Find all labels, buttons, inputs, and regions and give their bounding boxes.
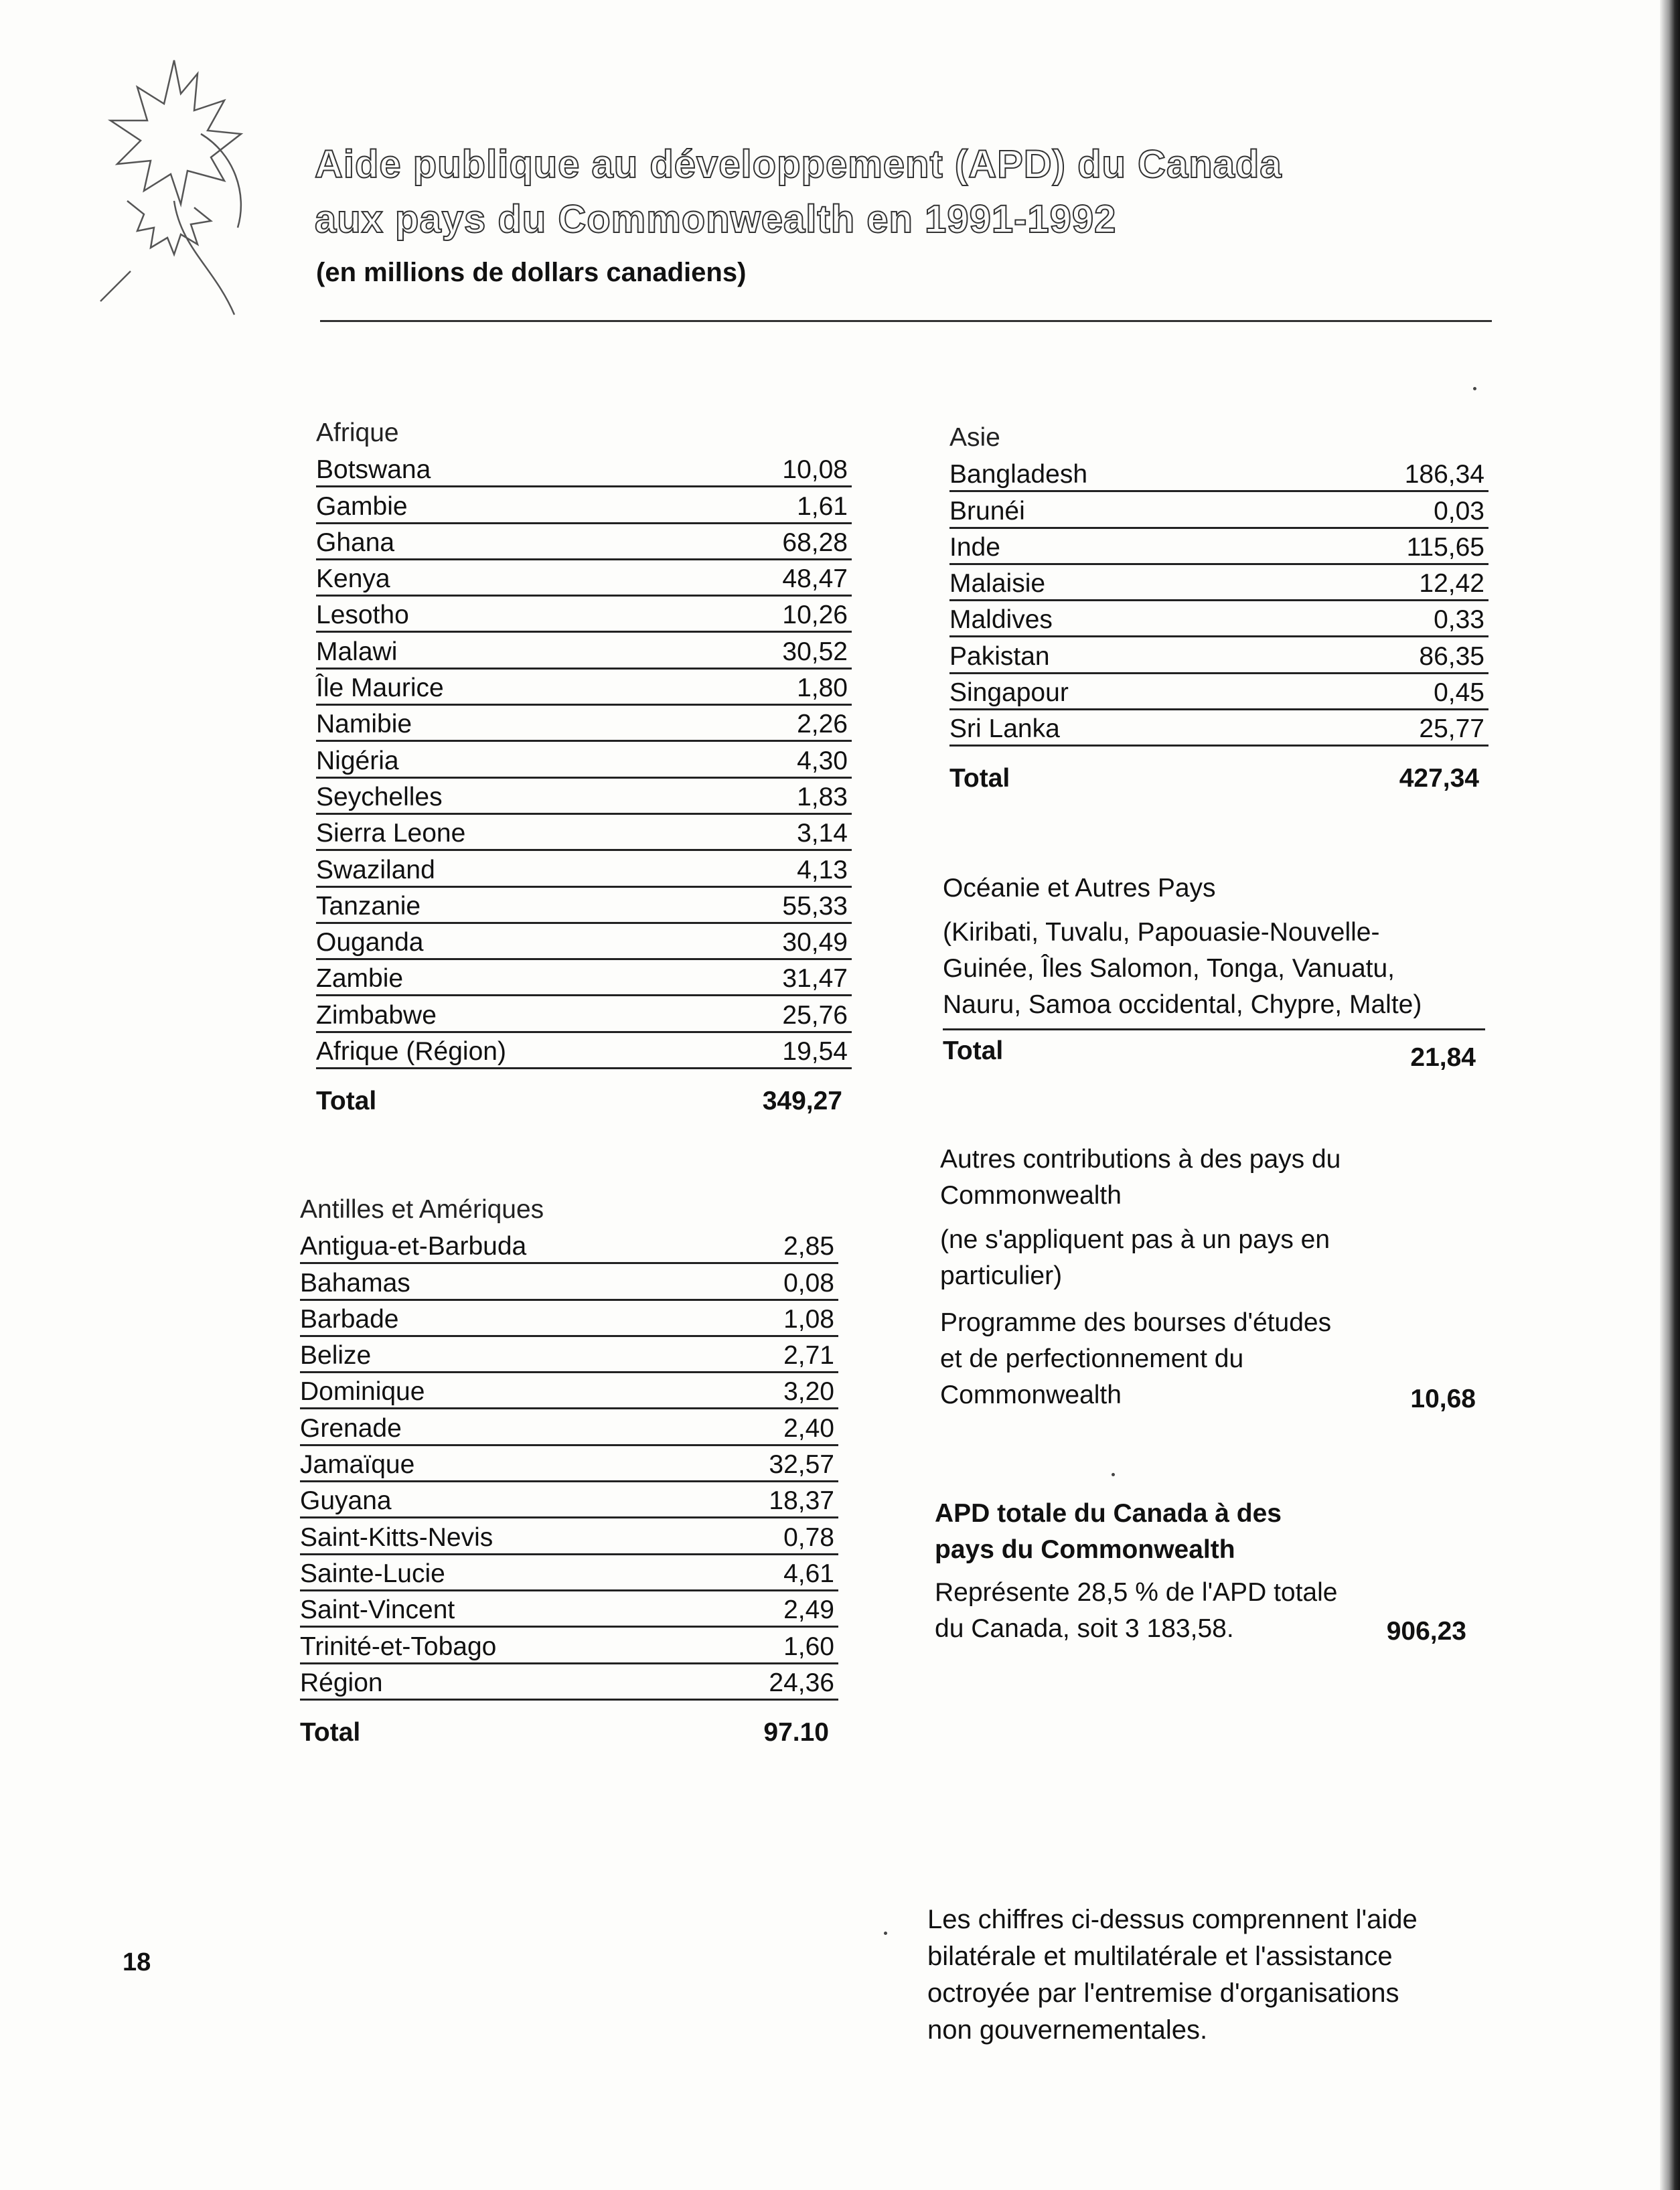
country-name: Botswana: [316, 455, 431, 485]
aid-value: 55,33: [782, 891, 848, 921]
country-name: Namibie: [316, 710, 412, 739]
page-subtitle: (en millions de dollars canadiens): [316, 258, 747, 287]
header-rule: [320, 320, 1492, 322]
table-row: [316, 1033, 852, 1069]
scan-speck: [1473, 387, 1476, 390]
page-number: 18: [123, 1948, 151, 1976]
country-name: Belize: [300, 1341, 372, 1371]
country-name: Jamaïque: [300, 1450, 415, 1480]
table-row: [949, 674, 1488, 710]
country-name: Malawi: [316, 637, 398, 666]
aid-value: 2,71: [783, 1341, 834, 1371]
table-rows: [300, 1228, 838, 1701]
country-name: Malaisie: [949, 569, 1046, 599]
table-row: [316, 633, 852, 669]
aid-value: 48,47: [782, 564, 848, 594]
total-value: 21,84: [1410, 1043, 1476, 1072]
country-name: Afrique (Région): [316, 1037, 506, 1067]
table-row: [316, 560, 852, 597]
country-name: Bahamas: [300, 1268, 410, 1298]
program-line: Commonwealth: [940, 1381, 1122, 1409]
footnote-line: non gouvernementales.: [927, 2015, 1208, 2045]
footnote-line: bilatérale et multilatérale et l'assistance: [927, 1942, 1393, 1971]
autres-note: [940, 1222, 1476, 1294]
table-row: [300, 1409, 838, 1445]
country-name: Guyana: [300, 1486, 392, 1516]
autres-title-2: Commonwealth: [940, 1181, 1122, 1210]
total-row: [316, 1087, 852, 1116]
scan-speck: [884, 1932, 887, 1935]
table-row: [316, 706, 852, 742]
table-row: [300, 1228, 838, 1264]
table-row: [300, 1264, 838, 1300]
aid-value: 115,65: [1406, 532, 1484, 562]
table-row: [316, 924, 852, 960]
apd-total-value: 906,23: [1386, 1617, 1466, 1646]
country-name: Inde: [949, 532, 1000, 562]
aid-value: 3,20: [783, 1377, 834, 1407]
desc-line: (Kiribati, Tuvalu, Papouasie-Nouvelle-: [943, 918, 1380, 947]
aid-value: 24,36: [769, 1668, 834, 1697]
table-row: [300, 1555, 838, 1591]
country-name: Sierra Leone: [316, 819, 466, 848]
table-row: [949, 565, 1488, 601]
country-name: Saint-Kitts-Nevis: [300, 1522, 493, 1552]
total-label: Total: [300, 1717, 361, 1747]
aid-value: 4,61: [783, 1559, 834, 1588]
country-name: Ouganda: [316, 928, 424, 957]
table-row: [316, 815, 852, 851]
table-row: [316, 960, 852, 996]
program-line: et de perfectionnement du: [940, 1344, 1244, 1373]
country-name: Kenya: [316, 564, 390, 594]
table-row: [316, 779, 852, 815]
title-line-2: aux pays du Commonwealth en 1991-1992: [315, 198, 1117, 241]
table-rows: [949, 456, 1488, 747]
section-antilles: [300, 1192, 838, 1747]
table-row: [300, 1373, 838, 1409]
aid-value: 1,08: [783, 1304, 834, 1334]
country-name: Nigéria: [316, 746, 399, 775]
table-row: [949, 637, 1488, 674]
country-name: Sainte-Lucie: [300, 1559, 445, 1588]
aid-value: 2,40: [783, 1413, 834, 1443]
footnote: [927, 1901, 1463, 2049]
country-name: Gambie: [316, 491, 408, 521]
aid-value: 2,85: [783, 1232, 834, 1261]
country-name: Grenade: [300, 1413, 402, 1443]
autres-title-1: Autres contributions à des pays du: [940, 1145, 1341, 1174]
section-title: Antilles et Amériques: [300, 1195, 544, 1224]
aid-value: 18,37: [769, 1486, 834, 1516]
aid-value: 1,80: [797, 674, 848, 703]
table-row: [316, 524, 852, 560]
table-row: [949, 492, 1488, 528]
aid-value: 25,77: [1419, 714, 1484, 744]
desc-line: Guinée, Îles Salomon, Tonga, Vanuatu,: [943, 954, 1395, 983]
aid-value: 32,57: [769, 1450, 834, 1480]
page-title: [315, 137, 1386, 247]
country-name: Seychelles: [316, 782, 443, 811]
table-row: [316, 597, 852, 633]
section-title: Océanie et Autres Pays: [943, 874, 1216, 903]
country-name: Sri Lanka: [949, 714, 1060, 744]
aid-value: 2,26: [797, 710, 848, 739]
section-afrique: [316, 415, 852, 1116]
desc-line: Représente 28,5 % de l'APD totale: [935, 1578, 1338, 1607]
table-row: [300, 1664, 838, 1701]
aid-value: 68,28: [782, 528, 848, 557]
aid-value: 0,03: [1434, 496, 1484, 526]
section-apd-totale: [935, 1496, 1470, 1647]
note-line: particulier): [940, 1261, 1063, 1290]
country-name: Pakistan: [949, 641, 1050, 671]
aid-value: 4,13: [797, 855, 848, 884]
total-label: Total: [949, 764, 1010, 793]
aid-value: 0,78: [783, 1522, 834, 1552]
footnote-line: octroyée par l'entremise d'organisations: [927, 1978, 1399, 2008]
aid-value: 186,34: [1404, 460, 1484, 489]
apd-title-2: pays du Commonwealth: [935, 1535, 1235, 1564]
country-name: Région: [300, 1668, 383, 1697]
aid-value: 10,26: [782, 601, 848, 630]
aid-value: 0,33: [1434, 605, 1484, 635]
table-row: [316, 996, 852, 1032]
aid-value: 19,54: [782, 1037, 848, 1067]
desc-line: du Canada, soit 3 183,58.: [935, 1614, 1234, 1643]
maple-leaf-icon: [80, 47, 268, 328]
aid-value: 30,49: [782, 928, 848, 957]
oceanie-description: [943, 915, 1485, 1030]
aid-value: 0,08: [783, 1268, 834, 1298]
total-label: Total: [943, 1036, 1004, 1065]
aid-value: 25,76: [782, 1000, 848, 1030]
country-name: Dominique: [300, 1377, 425, 1407]
table-row: [316, 670, 852, 706]
table-row: [300, 1446, 838, 1482]
table-row: [316, 888, 852, 924]
country-name: Brunéi: [949, 496, 1025, 526]
country-name: Zambie: [316, 964, 404, 994]
country-name: Maldives: [949, 605, 1053, 635]
footnote-line: Les chiffres ci-dessus comprennent l'aide: [927, 1905, 1418, 1934]
country-name: Trinité-et-Tobago: [300, 1632, 497, 1661]
country-name: Antigua-et-Barbuda: [300, 1232, 527, 1261]
table-row: [300, 1301, 838, 1337]
program-value: 10,68: [1410, 1385, 1476, 1413]
country-name: Île Maurice: [316, 674, 444, 703]
aid-value: 31,47: [782, 964, 848, 994]
aid-value: 3,14: [797, 819, 848, 848]
table-row: [949, 529, 1488, 565]
country-name: Saint-Vincent: [300, 1595, 455, 1625]
table-rows: [316, 451, 852, 1069]
section-asie: [949, 420, 1488, 793]
aid-value: 30,52: [782, 637, 848, 666]
desc-line: Nauru, Samoa occidental, Chypre, Malte): [943, 990, 1422, 1019]
table-row: [300, 1482, 838, 1518]
aid-value: 1,60: [783, 1632, 834, 1661]
section-title: Asie: [949, 423, 1000, 452]
section-autres: [940, 1142, 1476, 1413]
table-row: [316, 851, 852, 887]
table-row: [316, 487, 852, 524]
table-row: [300, 1591, 838, 1628]
total-value: 97.10: [763, 1717, 829, 1747]
total-row: [300, 1718, 838, 1747]
country-name: Singapour: [949, 678, 1069, 708]
country-name: Tanzanie: [316, 891, 421, 921]
total-row: [949, 764, 1488, 793]
total-label: Total: [316, 1087, 377, 1116]
apd-title-1: APD totale du Canada à des: [935, 1499, 1282, 1528]
section-oceanie: [943, 870, 1485, 1076]
aid-value: 2,49: [783, 1595, 834, 1625]
country-name: Barbade: [300, 1304, 399, 1334]
programme-bourses: [940, 1305, 1476, 1413]
aid-value: 0,45: [1434, 678, 1484, 708]
scan-edge: [1660, 0, 1680, 2190]
aid-value: 86,35: [1419, 641, 1484, 671]
table-row: [316, 742, 852, 778]
apd-description: [935, 1575, 1470, 1647]
country-name: Zimbabwe: [316, 1000, 437, 1030]
title-line-1: Aide publique au développement (APD) du Canada: [315, 143, 1282, 186]
country-name: Swaziland: [316, 855, 435, 884]
table-row: [300, 1628, 838, 1664]
aid-value: 4,30: [797, 746, 848, 775]
country-name: Lesotho: [316, 601, 409, 630]
scan-speck: [1112, 1473, 1115, 1476]
country-name: Ghana: [316, 528, 395, 557]
country-name: Bangladesh: [949, 460, 1088, 489]
total-value: 427,34: [1399, 764, 1479, 793]
total-row: [943, 1033, 1485, 1076]
table-row: [949, 601, 1488, 637]
table-row: [316, 451, 852, 487]
total-value: 349,27: [762, 1087, 842, 1116]
aid-value: 1,61: [797, 491, 848, 521]
aid-value: 10,08: [782, 455, 848, 485]
section-title: Afrique: [316, 418, 399, 447]
note-line: (ne s'appliquent pas à un pays en: [940, 1225, 1330, 1254]
table-row: [949, 710, 1488, 747]
table-row: [949, 456, 1488, 492]
program-line: Programme des bourses d'études: [940, 1308, 1332, 1337]
table-row: [300, 1518, 838, 1555]
table-row: [300, 1337, 838, 1373]
aid-value: 12,42: [1419, 569, 1484, 599]
aid-value: 1,83: [797, 782, 848, 811]
